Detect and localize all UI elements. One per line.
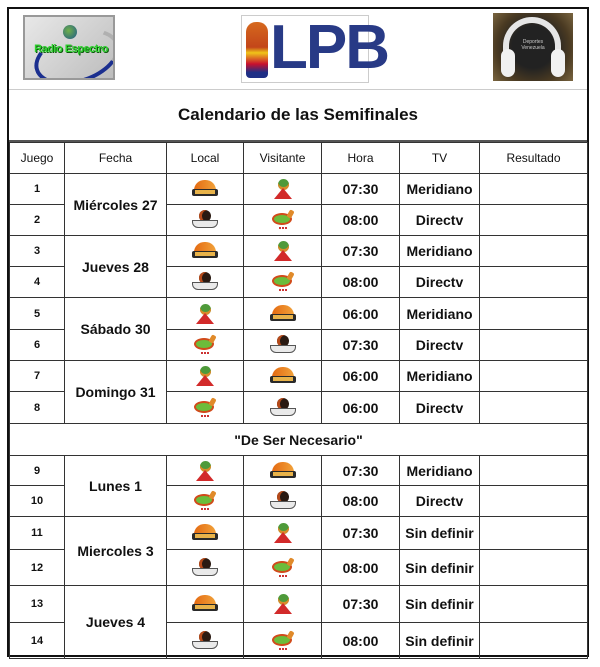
resultado-cell bbox=[480, 330, 588, 361]
team-b-logo-part bbox=[274, 532, 292, 543]
team-c-logo-icon bbox=[268, 397, 298, 419]
juego-cell: 4 bbox=[10, 267, 65, 298]
team-a-logo-icon bbox=[190, 240, 220, 262]
hora-cell: 07:30 bbox=[322, 586, 400, 623]
fecha-cell: Domingo 31 bbox=[65, 361, 167, 424]
team-c-logo-part bbox=[270, 408, 296, 416]
hora-cell: 08:00 bbox=[322, 623, 400, 659]
team-d-logo-icon bbox=[190, 397, 220, 419]
deportes-venezuela-logo bbox=[493, 13, 573, 81]
team-c-logo-icon bbox=[190, 557, 220, 579]
schedule-table bbox=[9, 142, 588, 659]
resultado-cell bbox=[480, 392, 588, 424]
tv-cell: Directv bbox=[400, 486, 480, 517]
team-a-logo-icon bbox=[190, 178, 220, 200]
resultado-cell bbox=[480, 486, 588, 517]
table-row bbox=[10, 586, 588, 623]
visitante-team-cell bbox=[244, 586, 322, 623]
juego-cell: 3 bbox=[10, 236, 65, 267]
juego-cell: 12 bbox=[10, 550, 65, 586]
juego-cell: 9 bbox=[10, 456, 65, 486]
fecha-cell: Miercoles 3 bbox=[65, 517, 167, 586]
resultado-cell bbox=[480, 267, 588, 298]
column-header-juego: Juego bbox=[10, 143, 65, 174]
team-a-logo-part bbox=[195, 252, 215, 256]
table-row bbox=[10, 298, 588, 330]
team-d-logo-part bbox=[279, 575, 287, 579]
juego-cell: 10 bbox=[10, 486, 65, 517]
team-d-logo-part bbox=[286, 557, 294, 566]
team-a-logo-icon bbox=[268, 365, 298, 387]
local-team-cell bbox=[167, 330, 244, 361]
page-title: Calendario de las Semifinales bbox=[9, 89, 587, 142]
team-d-logo-icon bbox=[268, 271, 298, 293]
team-b-logo-icon bbox=[268, 593, 298, 615]
resultado-cell bbox=[480, 174, 588, 205]
team-a-logo-part bbox=[195, 605, 215, 609]
team-d-logo-icon bbox=[268, 209, 298, 231]
tv-cell: Sin definir bbox=[400, 517, 480, 550]
local-team-cell bbox=[167, 550, 244, 586]
local-team-cell bbox=[167, 456, 244, 486]
team-d-logo-icon bbox=[190, 490, 220, 512]
hora-cell: 08:00 bbox=[322, 486, 400, 517]
schedule-frame bbox=[7, 7, 589, 657]
column-header-fecha: Fecha bbox=[65, 143, 167, 174]
juego-cell: 11 bbox=[10, 517, 65, 550]
radio-espectro-logo bbox=[23, 15, 115, 80]
local-team-cell bbox=[167, 236, 244, 267]
juego-cell: 13 bbox=[10, 586, 65, 623]
local-team-cell bbox=[167, 623, 244, 659]
column-header-resultado: Resultado bbox=[480, 143, 588, 174]
team-b-logo-icon bbox=[268, 522, 298, 544]
team-b-logo-part bbox=[196, 313, 214, 324]
team-d-logo-part bbox=[208, 490, 216, 499]
juego-cell: 5 bbox=[10, 298, 65, 330]
column-header-tv: TV bbox=[400, 143, 480, 174]
team-d-logo-part bbox=[279, 227, 287, 231]
hora-cell: 08:00 bbox=[322, 267, 400, 298]
tv-cell: Directv bbox=[400, 330, 480, 361]
team-b-logo-part bbox=[274, 603, 292, 614]
team-a-logo-part bbox=[273, 315, 293, 319]
tv-cell: Meridiano bbox=[400, 174, 480, 205]
visitante-team-cell bbox=[244, 267, 322, 298]
resultado-cell bbox=[480, 550, 588, 586]
visitante-team-cell bbox=[244, 361, 322, 392]
resultado-cell bbox=[480, 623, 588, 659]
team-a-logo-icon bbox=[268, 460, 298, 482]
team-c-logo-icon bbox=[268, 334, 298, 356]
team-c-logo-part bbox=[270, 345, 296, 353]
table-row bbox=[10, 174, 588, 205]
hora-cell: 06:00 bbox=[322, 298, 400, 330]
column-header-visitante: Visitante bbox=[244, 143, 322, 174]
visitante-team-cell bbox=[244, 623, 322, 659]
team-d-logo-part bbox=[208, 334, 216, 343]
lpb-logo-text: LPB bbox=[270, 13, 388, 82]
team-b-logo-part bbox=[274, 250, 292, 261]
team-c-logo-icon bbox=[190, 209, 220, 231]
local-team-cell bbox=[167, 298, 244, 330]
visitante-team-cell bbox=[244, 174, 322, 205]
tv-cell: Sin definir bbox=[400, 586, 480, 623]
local-team-cell bbox=[167, 486, 244, 517]
tv-cell: Directv bbox=[400, 267, 480, 298]
hora-cell: 08:00 bbox=[322, 205, 400, 236]
team-d-logo-icon bbox=[268, 557, 298, 579]
team-d-logo-part bbox=[201, 352, 209, 356]
resultado-cell bbox=[480, 586, 588, 623]
hora-cell: 06:00 bbox=[322, 361, 400, 392]
deportes-venezuela-logo-text: Deportes Venezuela bbox=[521, 39, 545, 51]
team-a-logo-part bbox=[195, 190, 215, 194]
visitante-team-cell bbox=[244, 550, 322, 586]
team-a-logo-icon bbox=[190, 522, 220, 544]
team-d-logo-part bbox=[208, 397, 216, 406]
visitante-team-cell bbox=[244, 298, 322, 330]
team-a-logo-part bbox=[195, 534, 215, 538]
local-team-cell bbox=[167, 267, 244, 298]
hora-cell: 07:30 bbox=[322, 236, 400, 267]
resultado-cell bbox=[480, 517, 588, 550]
basketball-icon bbox=[246, 22, 268, 78]
team-d-logo-icon bbox=[268, 630, 298, 652]
team-d-logo-part bbox=[286, 630, 294, 639]
team-b-logo-part bbox=[196, 375, 214, 386]
globe-icon bbox=[63, 25, 77, 39]
team-c-logo-icon bbox=[268, 490, 298, 512]
table-header-row bbox=[10, 143, 588, 174]
tv-cell: Sin definir bbox=[400, 550, 480, 586]
table-row bbox=[10, 456, 588, 486]
team-a-logo-part bbox=[273, 377, 293, 381]
juego-cell: 7 bbox=[10, 361, 65, 392]
team-b-logo-icon bbox=[268, 178, 298, 200]
local-team-cell bbox=[167, 174, 244, 205]
resultado-cell bbox=[480, 236, 588, 267]
fecha-cell: Jueves 4 bbox=[65, 586, 167, 659]
logos-bar bbox=[9, 9, 587, 90]
resultado-cell bbox=[480, 205, 588, 236]
team-d-logo-icon bbox=[190, 334, 220, 356]
table-row bbox=[10, 517, 588, 550]
de-ser-necesario-row bbox=[10, 424, 588, 456]
team-c-logo-part bbox=[270, 501, 296, 509]
fecha-cell: Jueves 28 bbox=[65, 236, 167, 298]
team-b-logo-part bbox=[274, 188, 292, 199]
radio-espectro-logo-text: Radio Espectro bbox=[34, 43, 108, 55]
column-header-local: Local bbox=[167, 143, 244, 174]
hora-cell: 07:30 bbox=[322, 456, 400, 486]
tv-cell: Directv bbox=[400, 392, 480, 424]
tv-cell: Directv bbox=[400, 205, 480, 236]
team-c-logo-part bbox=[192, 641, 218, 649]
tv-cell: Meridiano bbox=[400, 298, 480, 330]
visitante-team-cell bbox=[244, 205, 322, 236]
team-b-logo-icon bbox=[190, 303, 220, 325]
juego-cell: 14 bbox=[10, 623, 65, 659]
team-a-logo-icon bbox=[190, 593, 220, 615]
tv-cell: Sin definir bbox=[400, 623, 480, 659]
schedule-body bbox=[10, 174, 588, 659]
visitante-team-cell bbox=[244, 517, 322, 550]
table-row bbox=[10, 236, 588, 267]
visitante-team-cell bbox=[244, 486, 322, 517]
fecha-cell: Lunes 1 bbox=[65, 456, 167, 517]
team-b-logo-icon bbox=[268, 240, 298, 262]
hora-cell: 07:30 bbox=[322, 174, 400, 205]
team-c-logo-icon bbox=[190, 271, 220, 293]
team-b-logo-part bbox=[196, 470, 214, 481]
team-b-logo-icon bbox=[190, 365, 220, 387]
hora-cell: 07:30 bbox=[322, 330, 400, 361]
team-c-logo-part bbox=[192, 282, 218, 290]
column-header-hora: Hora bbox=[322, 143, 400, 174]
table-row bbox=[10, 361, 588, 392]
team-c-logo-part bbox=[192, 568, 218, 576]
juego-cell: 2 bbox=[10, 205, 65, 236]
team-c-logo-part bbox=[192, 220, 218, 228]
team-d-logo-part bbox=[201, 415, 209, 419]
tv-cell: Meridiano bbox=[400, 236, 480, 267]
visitante-team-cell bbox=[244, 236, 322, 267]
resultado-cell bbox=[480, 361, 588, 392]
fecha-cell: Sábado 30 bbox=[65, 298, 167, 361]
visitante-team-cell bbox=[244, 330, 322, 361]
local-team-cell bbox=[167, 361, 244, 392]
juego-cell: 6 bbox=[10, 330, 65, 361]
team-b-logo-icon bbox=[190, 460, 220, 482]
resultado-cell bbox=[480, 298, 588, 330]
local-team-cell bbox=[167, 517, 244, 550]
team-d-logo-part bbox=[279, 289, 287, 293]
local-team-cell bbox=[167, 586, 244, 623]
juego-cell: 1 bbox=[10, 174, 65, 205]
visitante-team-cell bbox=[244, 456, 322, 486]
hora-cell: 06:00 bbox=[322, 392, 400, 424]
team-c-logo-icon bbox=[190, 630, 220, 652]
fecha-cell: Miércoles 27 bbox=[65, 174, 167, 236]
team-a-logo-part bbox=[273, 472, 293, 476]
juego-cell: 8 bbox=[10, 392, 65, 424]
local-team-cell bbox=[167, 392, 244, 424]
local-team-cell bbox=[167, 205, 244, 236]
visitante-team-cell bbox=[244, 392, 322, 424]
team-d-logo-part bbox=[279, 648, 287, 652]
resultado-cell bbox=[480, 456, 588, 486]
hora-cell: 07:30 bbox=[322, 517, 400, 550]
team-d-logo-part bbox=[201, 508, 209, 512]
tv-cell: Meridiano bbox=[400, 456, 480, 486]
de-ser-necesario-label: "De Ser Necesario" bbox=[10, 424, 588, 456]
team-a-logo-icon bbox=[268, 303, 298, 325]
hora-cell: 08:00 bbox=[322, 550, 400, 586]
lpb-logo bbox=[241, 13, 388, 83]
headphone-cup-right-icon bbox=[551, 49, 565, 77]
headphone-cup-left-icon bbox=[501, 49, 515, 77]
tv-cell: Meridiano bbox=[400, 361, 480, 392]
